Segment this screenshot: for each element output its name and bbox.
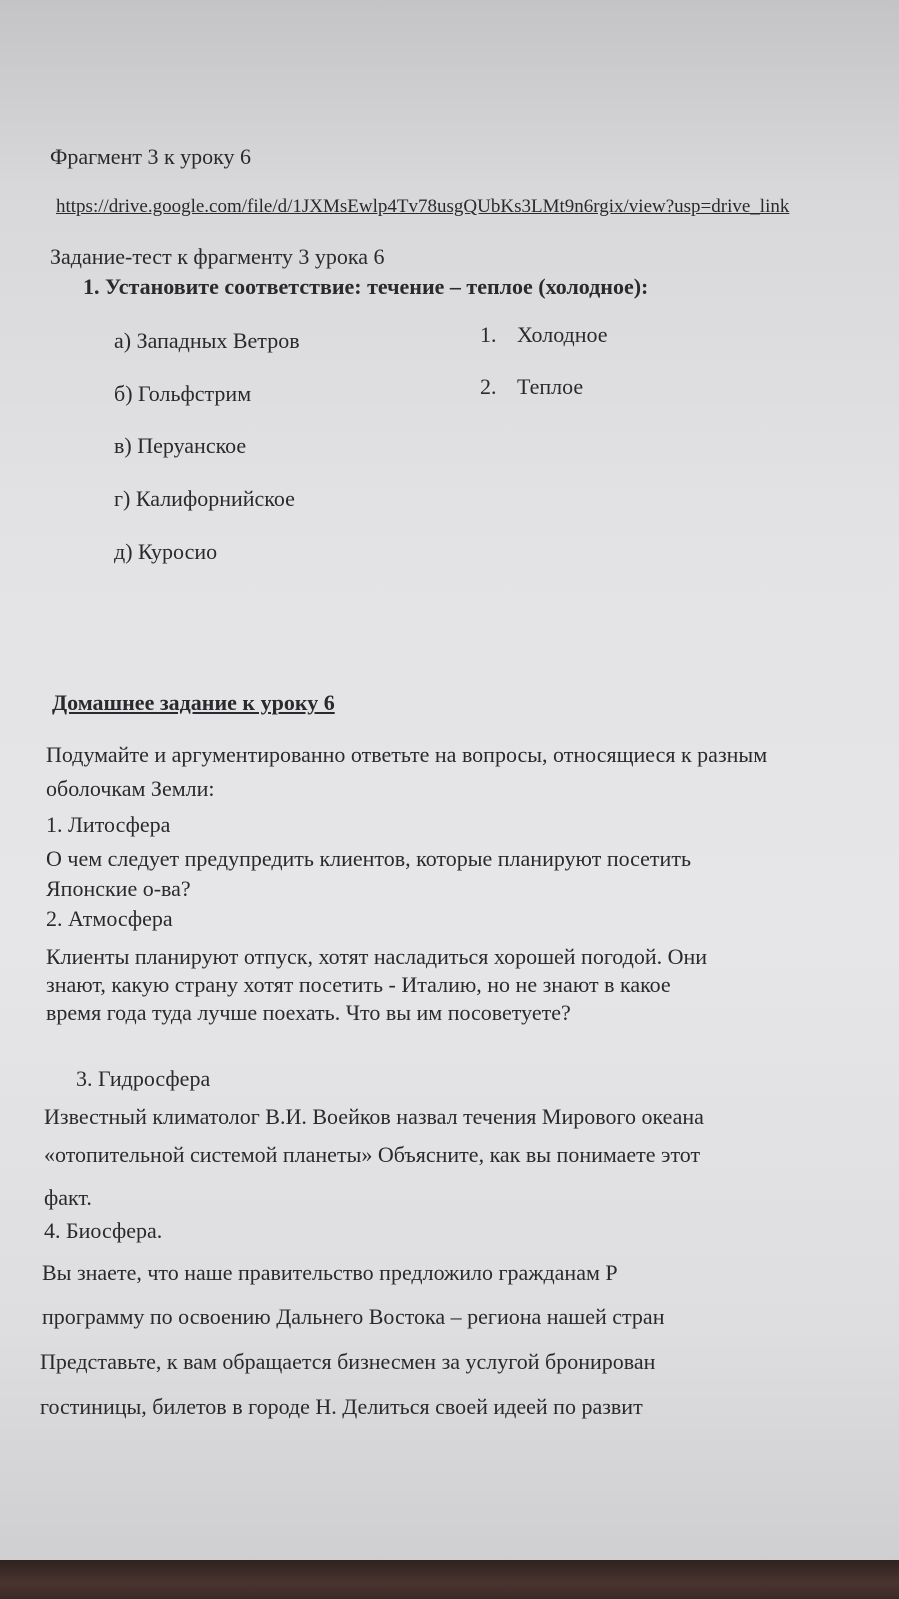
section-heading-lithosphere: 1. Литосфера bbox=[46, 812, 171, 837]
section-heading-atmosphere: 2. Атмосфера bbox=[46, 906, 173, 931]
section-text-line: факт. bbox=[44, 1185, 92, 1210]
homework-intro-line-2: оболочкам Земли: bbox=[46, 776, 215, 801]
type-label-cold: Холодное bbox=[517, 322, 608, 347]
homework-intro-line-1: Подумайте и аргументированно ответьте на вопросы, относящиеся к разным bbox=[46, 742, 768, 767]
drive-link[interactable]: https://drive.google.com/file/d/1JXMsEwlp4Tv78usgQUbKs3LMt9n6rgix/view?usp=drive_link bbox=[56, 196, 790, 217]
current-option-a: а) Западных Ветров bbox=[114, 328, 300, 353]
type-number-1: 1. bbox=[480, 322, 497, 347]
homework-title: Домашнее задание к уроку 6 bbox=[52, 690, 335, 715]
section-heading-biosphere: 4. Биосфера. bbox=[44, 1218, 163, 1243]
section-text-line: знают, какую страну хотят посетить - Италию, но не знают в какое bbox=[46, 972, 671, 997]
table-surface bbox=[0, 1560, 899, 1599]
current-option-c: в) Перуанское bbox=[114, 433, 247, 458]
section-text-line: время года туда лучше поехать. Что вы им посоветуете? bbox=[46, 1000, 571, 1025]
current-option-e: д) Куросио bbox=[114, 539, 218, 564]
task1-question: 1. Установите соответствие: течение – теплое (холодное): bbox=[83, 274, 649, 299]
fragment-title: Фрагмент 3 к уроку 6 bbox=[50, 144, 252, 169]
current-option-b: б) Гольфстрим bbox=[114, 381, 252, 406]
section-text-line: Представьте, к вам обращается бизнесмен за услугой бронирован bbox=[40, 1349, 656, 1374]
section-text-line: программу по освоению Дальнего Востока – региона нашей стран bbox=[42, 1304, 665, 1329]
section-text-line: гостиницы, билетов в городе Н. Делиться своей идеей по развит bbox=[40, 1394, 643, 1419]
section-text-line: Клиенты планируют отпуск, хотят насладиться хорошей погодой. Они bbox=[46, 944, 708, 969]
section-text-line: Известный климатолог В.И. Воейков назвал течения Мирового океана bbox=[44, 1104, 704, 1129]
section-text-line: «отопительной системой планеты» Объясните, как вы понимаете этот bbox=[44, 1142, 701, 1167]
section-text-line: Вы знаете, что наше правительство предложило гражданам Р bbox=[42, 1260, 618, 1285]
section-text-line: Японские о-ва? bbox=[46, 876, 191, 901]
type-number-2: 2. bbox=[480, 374, 497, 399]
current-option-d: г) Калифорнийское bbox=[114, 486, 295, 511]
section-text-line: О чем следует предупредить клиентов, которые планируют посетить bbox=[46, 846, 691, 871]
type-label-warm: Теплое bbox=[517, 374, 584, 399]
test-title: Задание-тест к фрагменту 3 урока 6 bbox=[50, 244, 385, 269]
section-heading-hydrosphere: 3. Гидросфера bbox=[76, 1066, 211, 1091]
